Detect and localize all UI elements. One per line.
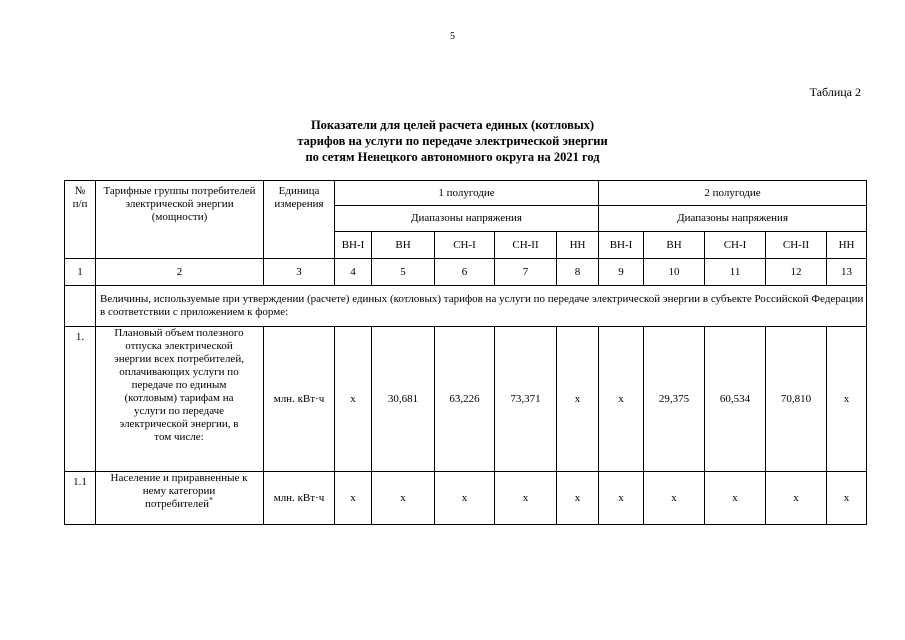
voltage-header: ВН-I [599, 232, 644, 259]
title-line: по сетям Ненецкого автономного округа на 2021 год [305, 150, 600, 164]
value-cell: x [335, 327, 372, 472]
value-cell: x [599, 327, 644, 472]
value-cell: x [335, 472, 372, 525]
column-number: 11 [705, 259, 766, 286]
column-number: 13 [827, 259, 867, 286]
value-cell: x [644, 472, 705, 525]
column-number: 2 [96, 259, 264, 286]
section-row [65, 286, 867, 327]
voltage-header: ВН-I [335, 232, 372, 259]
value-cell: 73,371 [495, 327, 557, 472]
section-text: Величины, используемые при утверждении (расчете) единых (котловых) тарифов на услуги по передаче электрической энергии в субъекте Российской Федерации в соответствии с приложением к форме: [96, 286, 867, 327]
value-cell: x [435, 472, 495, 525]
column-numbers-row [65, 259, 867, 286]
document-title [0, 117, 905, 165]
value-cell: x [372, 472, 435, 525]
header-unit: Единица измерения [264, 181, 335, 259]
row-unit: млн. кВт·ч [264, 472, 335, 525]
page-number: 5 [450, 31, 455, 42]
header-half1: 1 полугодие [335, 181, 599, 206]
header-half2: 2 полугодие [599, 181, 867, 206]
voltage-header: СН-II [495, 232, 557, 259]
value-cell: 60,534 [705, 327, 766, 472]
header-num: № п/п [65, 181, 96, 259]
value-cell: x [599, 472, 644, 525]
voltage-header: СН-II [766, 232, 827, 259]
value-cell: x [557, 327, 599, 472]
column-number: 1 [65, 259, 96, 286]
value-cell: x [557, 472, 599, 525]
value-cell: x [827, 472, 867, 525]
value-cell: 30,681 [372, 327, 435, 472]
column-number: 5 [372, 259, 435, 286]
voltage-header: НН [827, 232, 867, 259]
title-line: тарифов на услуги по передаче электрической энергии [297, 134, 608, 148]
title-line: Показатели для целей расчета единых (котловых) [310, 118, 595, 132]
section-num-cell [65, 286, 96, 327]
value-cell: x [766, 472, 827, 525]
row-unit: млн. кВт·ч [264, 327, 335, 472]
value-cell: 29,375 [644, 327, 705, 472]
footnote-mark: * [209, 495, 213, 505]
row-number: 1.1 [65, 472, 96, 525]
header-ranges-1: Диапазоны напряжения [335, 206, 599, 232]
column-number: 3 [264, 259, 335, 286]
voltage-header: СН-I [705, 232, 766, 259]
table-row [65, 327, 867, 472]
column-number: 8 [557, 259, 599, 286]
header-ranges-2: Диапазоны напряжения [599, 206, 867, 232]
voltage-header: СН-I [435, 232, 495, 259]
column-number: 4 [335, 259, 372, 286]
table-caption: Таблица 2 [809, 85, 861, 99]
voltage-header: ВН [644, 232, 705, 259]
column-number: 9 [599, 259, 644, 286]
row-description: Плановый объем полезного отпуска электрической энергии всех потребителей, оплачивающих услуги по передаче по единым (котловым) тарифам на услуги по передаче электрической энергии, в том числе: [96, 327, 264, 472]
table-row [65, 472, 867, 525]
tariff-table [64, 180, 867, 525]
header-group: Тарифные группы потребителей электрической энергии (мощности) [96, 181, 264, 259]
row-number: 1. [65, 327, 96, 472]
column-number: 6 [435, 259, 495, 286]
value-cell: 70,810 [766, 327, 827, 472]
value-cell: x [827, 327, 867, 472]
voltage-header: НН [557, 232, 599, 259]
column-number: 10 [644, 259, 705, 286]
value-cell: 63,226 [435, 327, 495, 472]
voltage-header: ВН [372, 232, 435, 259]
value-cell: x [705, 472, 766, 525]
column-number: 12 [766, 259, 827, 286]
row-description: Население и приравненные к нему категории потребителей* [96, 472, 264, 525]
value-cell: x [495, 472, 557, 525]
column-number: 7 [495, 259, 557, 286]
